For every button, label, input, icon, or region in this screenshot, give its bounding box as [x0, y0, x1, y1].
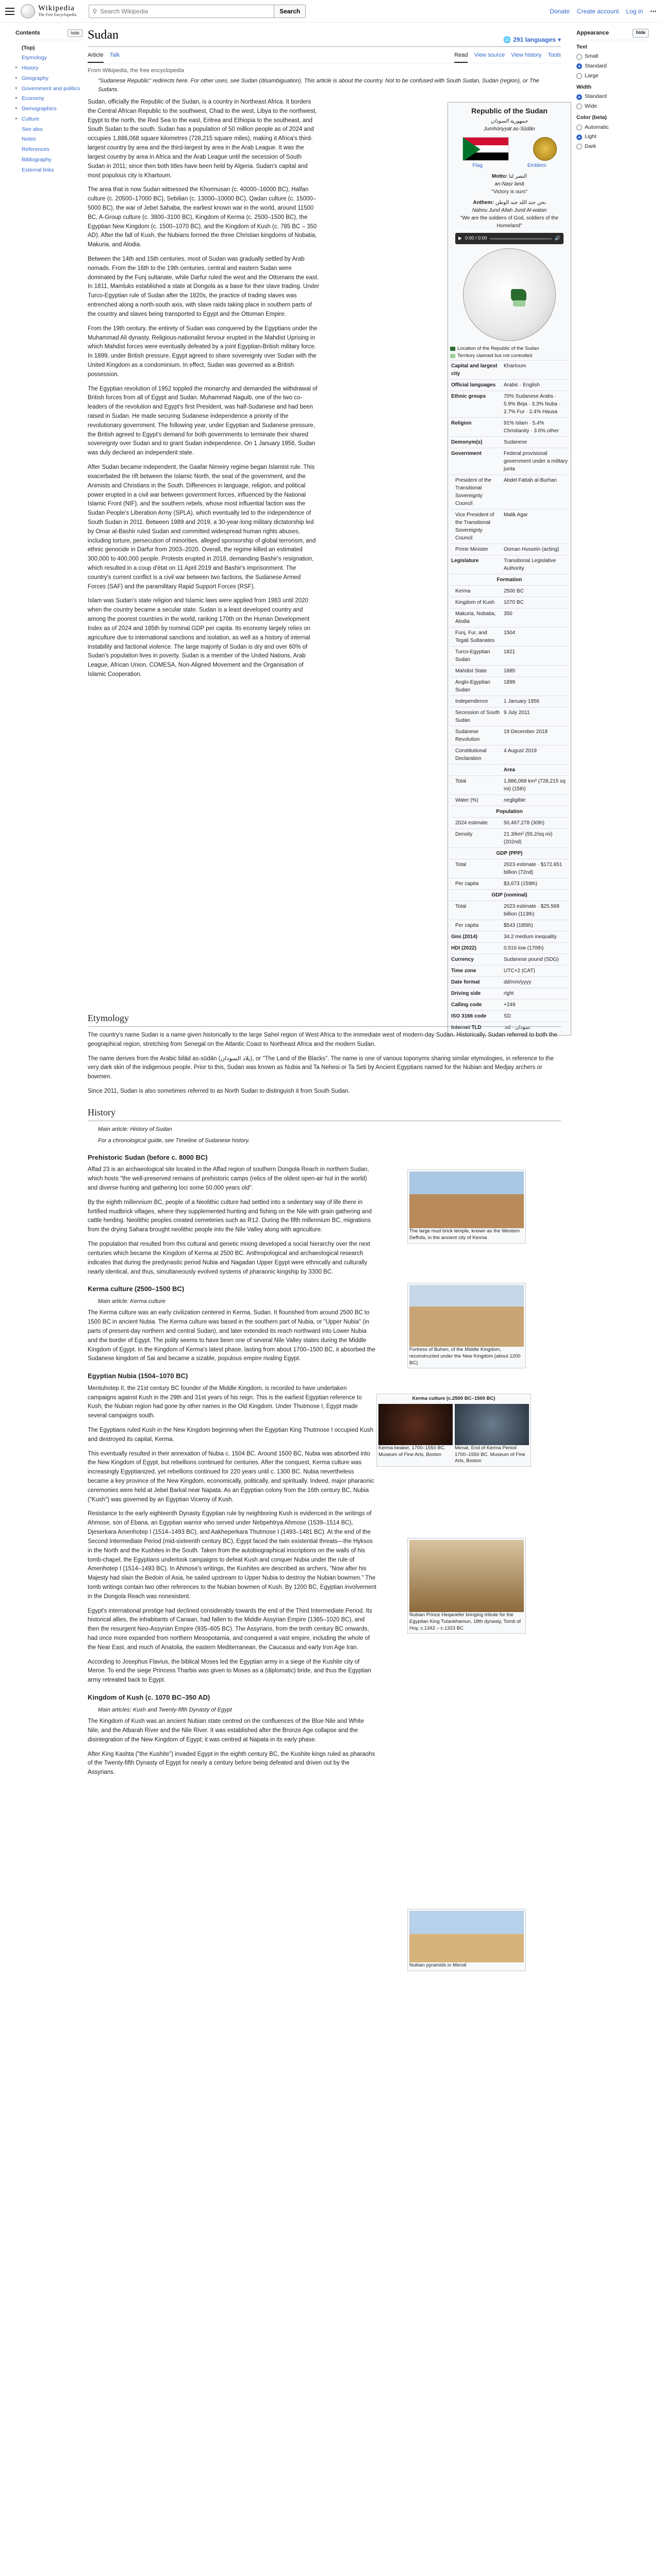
radio-indicator[interactable] — [576, 134, 582, 140]
infobox-row-label: Funj, Fur, and Tegali Sultanates — [455, 630, 495, 643]
history-heading: History — [88, 1106, 561, 1121]
color-label: Color (beta) — [576, 114, 607, 121]
infobox-row-label: Official languages — [451, 382, 496, 388]
more-options-icon[interactable]: ⋯ — [650, 7, 657, 15]
lead-section — [88, 98, 320, 680]
infobox-row-value: 1504 — [504, 630, 516, 636]
infobox-row-label: Government — [451, 450, 482, 456]
infobox-row — [450, 901, 569, 920]
radio-label: Dark — [585, 143, 597, 149]
figure-buhen[interactable] — [407, 1283, 526, 1368]
infobox-row — [450, 745, 569, 764]
infobox-row-label: Gini (2014) — [451, 934, 478, 940]
infobox-row — [450, 696, 569, 707]
infobox-row — [450, 988, 569, 999]
location-map[interactable] — [463, 248, 556, 341]
infobox-row-label: Time zone — [451, 968, 476, 974]
toc-item-label: Etymology — [22, 55, 47, 61]
play-icon[interactable]: ▶ — [458, 235, 462, 241]
text-size-radio[interactable] — [576, 62, 649, 71]
radio-label: Wide — [585, 103, 597, 109]
infobox-row-label: Total — [455, 861, 467, 868]
infobox-section-heading: GDP (nominal) — [450, 889, 569, 901]
toc-item-label: History — [22, 65, 39, 71]
history-paragraph: Mentuhotep II, the 21st century BC founder of the Middle Kingdom, is recorded to have undertaken campaigns against Kush in the 29th and 31st years of his reign. This is the earliest Egyptian reference to Kush; the Nubian region had gone by other names in the Old Kingdom. Under Thutmose I, Egypt made several campaigns south. — [88, 1385, 362, 1419]
infobox-row — [450, 931, 569, 942]
toc-item[interactable] — [15, 43, 82, 54]
infobox-row-label: Driving side — [451, 990, 481, 996]
infobox-row-value: Sudanese pound (SDG) — [504, 956, 559, 962]
infobox-row — [450, 379, 569, 391]
radio-indicator[interactable] — [576, 63, 582, 69]
lead-paragraph: The area that is now Sudan witnessed the Khormusan (c. 40000–16000 BC), Halfan culture (c. 20500–17000 BC), Sebilian (c. 13000–10000 BC), Qadan culture (c. 15000–5000 BC), the war of Jebel Sahaba, the earliest known war in the world, around 11500 BC, A-Group culture (c. 3800–3100 BC), Kingdom of Kerma (c. 2500–1500 BC), the Egyptian New Kingdom (c. 1500–1070 BC), and the Kingdom of Kush (c. 785 BC – 350 AD). After the fall of Kush, the Nubians formed the three Christian kingdoms of Nobatia, Makuria, and Alodia. — [88, 187, 317, 248]
kerma-beaker-image[interactable] — [378, 1404, 453, 1445]
site-sub: From Wikipedia, the free encyclopedia — [88, 67, 185, 74]
infobox-section-heading: Population — [450, 806, 569, 817]
flag-caption[interactable]: Flag — [472, 163, 483, 168]
etymology-paragraph: The country's name Sudan is a name given historically to the large Sahel region of West Africa to the immediate west of modern-day Sudan. Historically, Sudan referred to both the geographical region, stretching from Senegal on the Atlantic Coast to Northeast Africa and the modern Sudan. — [88, 1032, 557, 1047]
color-radio[interactable] — [576, 133, 649, 141]
lead-paragraph: Islam was Sudan's state religion and Islamic laws were applied from 1983 until 2020 when the country became a secular state. Sudan is a least developed country and among the poorest countries in the world, ranking 170th on the Human Development Index as of 2024 and 185th by nominal GDP per capita. Its economy largely relies on agriculture due to international sanctions and isolation, as well as a history of internal instability and factional violence. The large majority of Sudan is dry and over 60% of Sudan's population lives in poverty. Sudan is a member of the United Nations, Arab League, African Union, COMESA, Non-Aligned Movement and the Organisation of Islamic Cooperation. — [88, 598, 310, 677]
figure-buhen-image[interactable] — [409, 1285, 524, 1347]
chevron-right-icon[interactable]: ▸ — [15, 65, 18, 70]
infobox-row — [450, 448, 569, 474]
toc-item[interactable] — [15, 84, 82, 94]
motto: Motto: النصر لنا an-Naṣr lanā "Victory is ours" — [491, 174, 527, 195]
etymology-paragraph: Since 2011, Sudan is also sometimes referred to as North Sudan to distinguish it from South Sudan. — [88, 1088, 350, 1095]
infobox-row-value: right — [504, 990, 514, 996]
chevron-right-icon[interactable] — [15, 156, 20, 164]
main-article-note[interactable]: Main articles: Kush and Twenty-fifth Dynasty of Egypt — [98, 1706, 232, 1713]
main-article-note[interactable]: Main article: History of Sudan — [98, 1126, 172, 1132]
infobox-row — [450, 417, 569, 436]
infobox-row-label: Capital and largest city — [451, 363, 498, 377]
toc-item[interactable] — [15, 165, 82, 176]
infobox-row-label: Per capita — [455, 880, 479, 887]
width-label: Width — [576, 83, 592, 90]
volume-icon[interactable]: 🔊 — [554, 235, 560, 241]
search-button[interactable]: Search — [274, 5, 306, 18]
kerma-menat-caption: Menat. End of Kerma Period 1700–1550 BC. Museum of Fine Arts, Boston — [455, 1445, 525, 1464]
subsection-heading: Kerma culture (2500–1500 BC) — [88, 1285, 185, 1293]
infobox-row-value: 2500 BC — [504, 588, 524, 594]
site-header — [0, 0, 662, 23]
infobox-row-value: negligible — [504, 797, 526, 803]
radio-label: Large — [585, 72, 599, 79]
infobox-row-label: President of the Transitional Sovereignty Council — [455, 477, 492, 506]
infobox-row-value: SD — [504, 1013, 511, 1019]
search-icon: ⚲ — [92, 7, 97, 15]
infobox-row-label: ISO 3166 code — [451, 1013, 487, 1019]
kerma-gallery-title: Kerma culture (c.2500 BC–1500 BC) — [412, 1396, 495, 1401]
radio-indicator[interactable] — [576, 54, 582, 60]
toc-item-label: References — [22, 146, 49, 152]
infobox-row-value: $3,673 (159th) — [504, 880, 538, 887]
infobox-row-value: 1885 — [504, 668, 516, 674]
infobox-row — [450, 859, 569, 878]
subsection-heading: Egyptian Nubia (1504–1070 BC) — [88, 1372, 188, 1380]
figure-nubian-pyramids[interactable] — [407, 1909, 526, 1971]
history-paragraph: The Egyptians ruled Kush in the New Kingdom beginning when the Egyptian King Thutmose I occupied Kush and destroyed its capital, Kerma. — [88, 1427, 374, 1443]
toc-item-label: Economy — [22, 95, 44, 102]
toc-item[interactable] — [15, 134, 82, 145]
user-links — [550, 7, 657, 16]
toc-item-label: (Top) — [22, 44, 35, 51]
infobox-row-value: dd/mm/yyyy — [504, 979, 532, 985]
history-paragraph: The population that resulted from this cultural and genetic mixing developed a social hierarchy over the next centuries which became the Kingdom of Kerma at 2500 BC. Anthropological and archaeological research indicates that during the predynastic period Nubia and Nagadan Upper Egypt were ethnically and culturally nearly identical, and thus, simultaneously evolved systems of pharaonic kingship by 3300 BC. — [88, 1241, 370, 1275]
infobox-row — [450, 360, 569, 379]
toc-hide-button[interactable]: hide — [68, 29, 82, 38]
history-paragraph: After King Kashta ("the Kushite") invaded Egypt in the eighth century BC, the Kushite kings ruled as pharaohs of the Twenty-fifth Dynasty of Egypt for nearly a century before being defeated and driven out by the Assyrians. — [88, 1751, 375, 1776]
infobox-row-value: Osman Hussein (acting) — [504, 546, 559, 552]
search-placeholder: Search Wikipedia — [100, 7, 148, 15]
text-size-radio[interactable] — [576, 72, 649, 80]
etymology-section — [88, 1011, 561, 1096]
infobox-row — [450, 608, 569, 627]
map-sudan-region — [511, 289, 526, 301]
radio-label: Automatic — [585, 124, 609, 130]
history-paragraph: Egypt's international prestige had declined considerably towards the end of the Third Intermediate Period. Its historical allies, the inhabitants of Canaan, had fallen to the Middle Assyrian Empire (1365–1020 BC), and then the resurgent Neo-Assyrian Empire (935–605 BC). The Assyrians, from the tenth century BC onwards, had once more expanded from northern Mesopotamia, and conquered a vast empire, including the whole of the Near East, and much of Anatolia, the eastern Mediterranean, the Caucasus and early Iron Age Iran. — [88, 1607, 372, 1651]
text-size-label: Text — [576, 43, 587, 50]
infobox-row-label: Calling code — [451, 1002, 482, 1008]
toc-item-label: Bibliography — [22, 156, 52, 163]
infobox-section-heading: GDP (PPP) — [450, 848, 569, 859]
subsection-heading: Kingdom of Kush (c. 1070 BC–350 AD) — [88, 1693, 210, 1702]
infobox-row — [450, 920, 569, 931]
chevron-right-icon[interactable] — [15, 135, 20, 144]
infobox-row — [450, 597, 569, 608]
infobox-row-label: Makuria, Nobatia, Alodia — [455, 611, 496, 624]
audio-player[interactable] — [455, 233, 564, 244]
infobox-row — [450, 544, 569, 555]
infobox-row-label: Kerma — [455, 588, 471, 594]
toc-item-label: Culture — [22, 115, 39, 122]
hatnote: "Sudanese Republic" redirects here. For other uses, see Sudan (disambiguation). This article is about the country. Not to be confused with South Sudan, Sudan (region), or The Sudans. — [98, 78, 539, 93]
search-input[interactable] — [89, 5, 274, 18]
infobox-row — [450, 585, 569, 597]
history-paragraph: By the eighth millennium BC, people of a Neolithic culture had settled into a sedentary way of life there in fortified mudbrick villages, where they supplemented hunting and fishing on the Nile with grain gathering and cattle herding. Neolithic peoples created cemeteries such as R12. During the fifth millennium BC, migrations from the drying Sahara brought neolithic people into the Nile Valley along with agriculture. — [88, 1199, 372, 1233]
infobox-row-value: UTC+2 (CAT) — [504, 968, 535, 974]
radio-indicator[interactable] — [576, 104, 582, 109]
figure-buhen-caption: Fortress of Buhen, of the Middle Kingdom, reconstructed under the New Kingdom (about 1200 BC) — [409, 1347, 521, 1366]
infobox-row — [450, 509, 569, 544]
article-body — [88, 1002, 561, 1968]
kerma-gallery — [376, 1394, 531, 1467]
color-radio[interactable] — [576, 143, 649, 151]
infobox-row-value: Malik Agar — [504, 512, 528, 518]
appearance-title: Appearance — [576, 30, 609, 36]
figure-nubian-prince[interactable] — [407, 1538, 526, 1634]
radio-indicator[interactable] — [576, 125, 582, 130]
figure-nubian-pyramids-image[interactable] — [409, 1911, 524, 1962]
infobox-row-value: Federal provisional government under a military junta — [504, 450, 568, 472]
infobox-row-value: 34.2 medium inequality — [504, 934, 557, 940]
infobox-row — [450, 707, 569, 726]
infobox-row-value: 2023 estimate · $172.651 billion (72nd) — [504, 861, 562, 875]
infobox-row-label: Per capita — [455, 922, 479, 928]
infobox-row-label: Constitutional Declaration — [455, 748, 487, 761]
wikipedia-logo[interactable] — [21, 4, 76, 19]
history-paragraph: The Kerma culture was an early civilization centered in Kerma, Sudan. It flourished from around 2500 BC to 1500 BC in ancient Nubia. The Kerma culture was based in the southern part of Nubia, or "Upper Nubia" (in parts of present-day northern and central Sudan), and later extended its reach northward into Lower Nubia and the border of Egypt. The polity seems to have been one of several Nile Valley states during the Middle Kingdom of Egypt. In the Kingdom of Kerma's latest phase, lasting from about 1700–1500 BC, it absorbed the Sudanese kingdom of Sai and became a sizable, populous empire rivaling Egypt. — [88, 1310, 375, 1362]
chevron-right-icon[interactable]: ▸ — [15, 85, 18, 90]
infobox-native-translit: Jumhūriyyat as-Sūdān — [484, 126, 535, 132]
infobox-row — [450, 627, 569, 646]
infobox-row-value: 0.516 low (170th) — [504, 945, 544, 951]
infobox-row-label: Total — [455, 903, 467, 909]
toc-item-label: See also — [22, 126, 43, 132]
kerma-beaker[interactable] — [378, 1404, 453, 1465]
map-legend: Location of the Republic of the Sudan Territory claimed but not controlled — [450, 345, 569, 360]
subsection-heading: Prehistoric Sudan (before c. 8000 BC) — [88, 1153, 208, 1161]
infobox-row-label: Demonym(s) — [451, 439, 483, 445]
radio-label: Light — [585, 133, 597, 140]
infobox-row-label: Legislature — [451, 557, 479, 564]
chevron-right-icon[interactable] — [15, 166, 20, 175]
infobox-row-value: 50,467,278 (30th) — [504, 820, 544, 826]
infobox-section-heading: Area — [450, 764, 569, 775]
chevron-right-icon[interactable]: ▸ — [15, 95, 18, 100]
history-paragraph: Resistance to the early eighteenth Dynasty Egyptian rule by neighboring Kush is evidenced in the writings of Ahmose, son of Ebana, an Egyptian warrior who served under Nebpehtrya Ahmose (1539–1514 BC), Djeserkara Amenhotep I (1514–1493 BC), and Aakheperkara Thutmose I (1493–1481 BC). At the end of the Second Intermediate Period (mid-sixteenth century BC), Egypt faced the twin existential threats—the Hyksos in the North and the Kushites in the South. Taken from the autobiographical inscriptions on the walls of his tomb-chapel, the Egyptians undertook campaigns to defeat Kush and conquer Nubia under the rule of Amenhotep I (1514–1493 BC). In Ahmose's writings, the Kushites are described as archers, "Now after his Majesty had slain the Bedoin of Asia, he sailed upstream to Upper Nubia to destroy the Nubian bowmen." The tomb writings contain two other references to the Nubian bowmen of Kush. By 1200 BC, Egyptian involvement in the Dongola Reach was nonexistent. — [88, 1511, 376, 1600]
infobox-row — [450, 676, 569, 696]
infobox-row-value: 91% Islam · 5.4% Christianity · 3.6% other — [504, 420, 559, 434]
toc-item[interactable] — [15, 63, 82, 74]
lead-paragraph: Sudan, officially the Republic of the Sudan, is a country in Northeast Africa. It borders the Central African Republic to the southwest, Chad to the west, Libya to the northwest, Egypt to the north, the Red Sea to the east, Eritrea and Ethiopia to the southeast, and South Sudan to the south. Sudan has a population of 50 million people as of 2024 and occupies 1,886,068 square kilometres (728,215 square miles), making it Africa's third-largest country by area and the third-largest by area in the Arab League. It was the largest country by area in Africa and the Arab League until the secession of South Sudan in 2011; since then both titles have been held by Algeria. Sudan's capital and most populous city is Khartoum. — [88, 99, 317, 179]
infobox-row-value: Arabic · English — [504, 382, 540, 388]
chevron-right-icon[interactable] — [15, 54, 20, 62]
tab-talk[interactable]: Talk — [109, 52, 120, 58]
chevron-right-icon[interactable]: ▸ — [15, 115, 18, 121]
infobox-row-label: Religion — [451, 420, 472, 426]
figure-deffufa[interactable] — [407, 1170, 526, 1244]
figure-nubian-prince-caption: Nubian Prince Heqanefer bringing tribute for the Egyptian King Tutankhamun, 18th dynasty, Tomb of Huy, c.1342 – c.1323 BC — [409, 1612, 521, 1631]
infobox-title: Republic of the Sudan — [471, 107, 548, 115]
infobox-row-label: Vice President of the Transitional Sovereignty Council — [455, 512, 494, 541]
toc-item[interactable] — [15, 94, 82, 104]
radio-indicator[interactable] — [576, 94, 582, 100]
infobox-row-value: 9 July 2011 — [504, 709, 530, 716]
figure-nubian-prince-image[interactable] — [409, 1540, 524, 1612]
infobox-row-label: Anglo-Egyptian Sudan — [455, 679, 490, 693]
infobox-row — [450, 965, 569, 976]
infobox-row-label: Mahdist State — [455, 668, 487, 674]
create-account-link[interactable]: Create account — [576, 7, 619, 15]
map-claimed-region — [513, 300, 525, 307]
toc-item[interactable] — [15, 155, 82, 165]
figure-deffufa-caption: The large mud brick temple, known as the Western Deffufa, in the ancient city of Kerma — [409, 1228, 520, 1241]
history-paragraph: The Kingdom of Kush was an ancient Nubian state centred on the confluences of the Blue Nile and White Nile, and the Atbarah River and the Nile River. It was established after the Bronze Age collapse and the disintegration of the New Kingdom of Egypt; it was centred at Napata in its early phase. — [88, 1718, 364, 1743]
audio-progress[interactable] — [490, 238, 551, 240]
infobox-row-value: 4 August 2019 — [504, 748, 537, 754]
infobox-row-value: 350 — [504, 611, 512, 617]
language-count: 291 languages — [513, 36, 556, 43]
site-name: Wikipedia — [38, 4, 75, 13]
lead-paragraph: From the 19th century, the entirety of Sudan was conquered by the Egyptians under the Muhammad Ali dynasty. Religious-nationalist fervour erupted in the Mahdist Uprising in which Mahdist forces were eventually defeated by a joint Egyptian-British military force. In 1899, under British pressure, Egypt agreed to share sovereignty over Sudan with the United Kingdom as a condominium. In effect, Sudan was governed as a British possession. — [88, 325, 318, 378]
infobox-row — [450, 775, 569, 794]
tab-tools[interactable]: Tools — [548, 52, 561, 58]
toc-item-label: Demographics — [22, 106, 57, 112]
infobox-row-label: Kingdom of Kush — [455, 599, 495, 605]
infobox-row — [450, 976, 569, 988]
toc-title: Contents — [15, 30, 40, 36]
infobox-row-label: Secession of South Sudan — [455, 709, 500, 723]
toc-item[interactable] — [15, 114, 82, 125]
infobox-row — [450, 665, 569, 676]
appearance-panel — [576, 29, 649, 152]
tab-read[interactable]: Read — [454, 49, 468, 63]
lead-paragraph: Between the 14th and 15th centuries, most of Sudan was gradually settled by Arab nomads. From the 16th to the 19th centuries, central and eastern Sudan were dominated by the Funj sultanate, while Darfur ruled the west and the Ottomans the east. In 1811, Mamluks established a state at Dongola as a base for their slave trading. Under Turco-Egyptian rule of Sudan after the 1820s, the practice of trading slaves was entrenched along a north-south axis, with slave raids taking place in southern parts of the country and slaves being transported to Egypt and the Ottoman Empire. — [88, 256, 320, 317]
table-of-contents — [15, 29, 82, 175]
infobox-row-value: Khartoum — [504, 363, 526, 369]
infobox-row-label: Water (%) — [455, 797, 478, 803]
history-paragraph: This eventually resulted in their annexation of Nubia c. 1504 BC. Around 1500 BC, Nubia was absorbed into the New Kingdom of Egypt, but rebellions continued for centuries. After the conquest, Kerma culture was increasingly Egyptianized, yet rebellions continued for 220 years until c. 1300 BC. Nubia nevertheless became a key province of the New Kingdom, economically, politically, and spiritually. Indeed, major pharaonic ceremonies were held at Jebel Barkal near Napata. As an Egyptian colony from the 16th century BC, Nubia ("Kush") was governed by an Egyptian Viceroy of Kush. — [88, 1450, 374, 1503]
toc-item[interactable] — [15, 145, 82, 155]
infobox-row — [450, 436, 569, 448]
infobox-row-label: HDI (2022) — [451, 945, 476, 951]
tab-view-history[interactable]: View history — [511, 52, 542, 58]
figure-nubian-pyramids-caption: Nubian pyramids in Meroë — [409, 1962, 467, 1968]
infobox-row-value: 21.3/km² (55.2/sq mi) (202nd) — [504, 831, 553, 845]
infobox-row-label: Prime Minister — [455, 546, 488, 552]
login-link[interactable]: Log in — [626, 7, 643, 15]
toc-item[interactable] — [15, 104, 82, 114]
donate-link[interactable]: Donate — [550, 7, 570, 15]
infobox-row-value: Transitional Legislative Authority — [504, 557, 556, 571]
infobox-row-label: Ethnic groups — [451, 393, 486, 399]
chevron-right-icon[interactable] — [15, 146, 20, 154]
infobox-native-name: جمهورية السودان — [491, 118, 528, 124]
radio-indicator[interactable] — [576, 144, 582, 149]
radio-label: Standard — [585, 63, 607, 69]
infobox-row — [450, 817, 569, 828]
search-form — [89, 5, 306, 18]
text-size-radio[interactable] — [576, 53, 649, 61]
infobox-row-label: 2024 estimate — [455, 820, 488, 826]
chevron-right-icon[interactable] — [15, 44, 20, 53]
lead-paragraph: After Sudan became independent, the Gaafar Nimeiry regime began Islamist rule. This exacerbated the rift between the Islamic North, the seat of the government, and the Animists and Christians in the South. Differences in language, religion, and political power erupted in a civil war between government forces, influenced by the National Islamic Front (NIF), and the southern rebels, whose most influential faction was the Sudan People's Liberation Army (SPLA), which eventually led to the independence of South Sudan in 2011. Between 1989 and 2019, a 30-year-long military dictatorship led by Omar al-Bashir ruled Sudan and committed widespread human rights abuses, including torture, persecution of minorities, alleged sponsorship of global terrorism, and ethnic genocide in Darfur from 2003–2020. Overall, the regime killed an estimated 300,000 to 400,000 people. Protests erupted in 2018, demanding Bashir's resignation, which resulted in a coup d'état on 11 April 2019 and Bashir's imprisonment. The country's current conflict is a civil war between two factions, the Sudanese Armed Forces (SAF) and the paramilitary Rapid Support Forces (RSF). — [88, 464, 316, 590]
infobox-row-value: 1070 BC — [504, 599, 524, 605]
infobox-row-label: Independence — [455, 698, 488, 704]
language-button[interactable] — [503, 35, 561, 44]
kerma-gallery-row — [378, 1404, 529, 1465]
infobox-row-label: Internet TLD — [451, 1024, 482, 1030]
toc-item-label: Geography — [22, 75, 48, 81]
history-column — [88, 1153, 376, 1777]
infobox-row-value: 1 January 1956 — [504, 698, 539, 704]
color-radio[interactable] — [576, 124, 649, 132]
infobox-row-value: 19 December 2018 — [504, 728, 548, 735]
infobox-row — [450, 794, 569, 806]
infobox-row-label: Turco-Egyptian Sudan — [455, 649, 490, 663]
infobox-row-value: 70% Sudanese Arabs · 5.9% Beja · 3.3% Nuba · 2.7% Fur · 2.4% Hausa — [504, 393, 561, 415]
infobox-row-value: .sd · سودان. — [504, 1024, 532, 1030]
infobox-row-value: +249 — [504, 1002, 516, 1008]
emblem-image[interactable] — [533, 137, 557, 161]
radio-label: Small — [585, 53, 599, 60]
site-tagline: The Free Encyclopedia — [38, 12, 77, 18]
language-icon: 🌐 — [503, 36, 511, 43]
infobox-row — [450, 726, 569, 745]
toc-item-label: Notes — [22, 136, 36, 143]
infobox-row — [450, 646, 569, 665]
chronology-note[interactable]: For a chronological guide, see Timeline of Sudanese history. — [98, 1138, 250, 1144]
infobox-row-value: 2023 estimate · $25.569 billion (113th) — [504, 903, 559, 917]
figure-deffufa-image[interactable] — [409, 1172, 524, 1228]
wikipedia-globe-icon — [21, 4, 35, 19]
width-radio[interactable] — [576, 93, 649, 101]
emblem-caption[interactable]: Emblem — [527, 163, 547, 168]
infobox-row-value: Sudanese — [504, 439, 527, 445]
etymology-heading: Etymology — [88, 1011, 561, 1027]
audio-time: 0:00 / 0:00 — [465, 235, 487, 241]
infobox-row — [450, 391, 569, 417]
width-radio[interactable] — [576, 103, 649, 111]
chevron-right-icon[interactable]: ▸ — [15, 75, 18, 80]
anthem: Anthem: نحن جند الله جند الوطن Naḥnu Jund Allah Jund Al-watan "We are the soldiers of God, soldiers of the Homeland" — [460, 200, 559, 229]
kerma-menat-image[interactable] — [455, 1404, 529, 1445]
infobox-row-value: 1821 — [504, 649, 516, 655]
infobox — [448, 102, 571, 1036]
chevron-down-icon: ▾ — [557, 36, 561, 43]
infobox-row-label: Total — [455, 778, 467, 784]
appearance-hide-button[interactable]: hide — [633, 29, 649, 38]
main-menu-icon[interactable] — [5, 8, 14, 15]
infobox-row — [450, 474, 569, 509]
infobox-row — [450, 942, 569, 954]
infobox-row-label: Currency — [451, 956, 474, 962]
history-paragraph: According to Josephus Flavius, the biblical Moses led the Egyptian army in a siege of the Kushite city of Meroe. To end the siege Princess Tharbis was given to Moses as a (diplomatic) bride, and thus the Egyptian army retreated back to Egypt. — [88, 1658, 371, 1684]
etymology-paragraph: The name derives from the Arabic bilād as-sūdān (بلاد السودان), or "The Land of the Blacks". The name is one of various toponyms sharing similar etymologies, in reference to the very dark skin of the indigenous people. Prior to this, Sudan was known as Nubia and Ta Nehesi or Ta Seti by Ancient Egyptians named for the Nubian and Medjay archers or bowmen. — [88, 1055, 554, 1080]
infobox-section-heading: Formation — [450, 574, 569, 585]
tab-view-source[interactable]: View source — [474, 52, 505, 58]
chevron-right-icon[interactable] — [15, 126, 20, 134]
infobox-row-value: 1899 — [504, 679, 516, 685]
kerma-menat[interactable] — [455, 1404, 529, 1465]
infobox-row-label: Date format — [451, 979, 480, 985]
kerma-beaker-caption: Kerma beaker, 1700–1550 BC. Museum of Fine Arts, Boston — [378, 1445, 446, 1458]
infobox-row — [450, 878, 569, 889]
tab-article[interactable]: Article — [88, 49, 104, 63]
infobox-row — [450, 954, 569, 965]
main-article-note[interactable]: Main article: Kerma culture — [98, 1298, 166, 1304]
page-tabs — [88, 49, 561, 63]
page-title: Sudan — [88, 28, 119, 42]
chevron-right-icon[interactable]: ▸ — [15, 106, 18, 110]
radio-indicator[interactable] — [576, 73, 582, 79]
history-paragraph: Affad 23 is an archaeological site located in the Affad region of southern Dongola Reach in northern Sudan, which hosts "the well-preserved remains of prehistoric camps (relics of the oldest open-air hut in the world) and diverse hunting and gathering loci some 50,000 years old". — [88, 1166, 369, 1191]
infobox-row-label: Sudanese Revolution — [455, 728, 480, 742]
toc-item[interactable] — [15, 74, 82, 84]
lead-paragraph: The Egyptian revolution of 1952 toppled the monarchy and demanded the withdrawal of British forces from all of Egypt and Sudan. Muhammad Naguib, one of the two co-leaders of the revolution and Egypt's first President, was half-Sudanese and had been raised in Sudan. He made securing Sudanese independence a priority of the revolutionary government. The following year, under Egyptian and Sudanese pressure, the British agreed to Egypt's demand for both governments to terminate their shared sovereignty over Sudan and to grant Sudan independence. On 1 January 1956, Sudan was duly declared an independent state. — [88, 385, 318, 456]
toc-item-label: Government and politics — [22, 85, 80, 92]
infobox-row-label: Density — [455, 831, 473, 837]
toc-item[interactable] — [15, 125, 82, 135]
infobox-row-value: Abdel Fattah al-Burhan — [504, 477, 557, 483]
infobox-row — [450, 828, 569, 848]
infobox-row-value: 1,886,068 km² (728,215 sq mi) (15th) — [504, 778, 566, 792]
toc-item-label: External links — [22, 166, 54, 173]
infobox-row-value: $543 (185th) — [504, 922, 533, 928]
radio-label: Standard — [585, 93, 607, 100]
toc-item[interactable] — [15, 53, 82, 63]
flag-image[interactable] — [462, 137, 509, 161]
infobox-row — [450, 555, 569, 574]
